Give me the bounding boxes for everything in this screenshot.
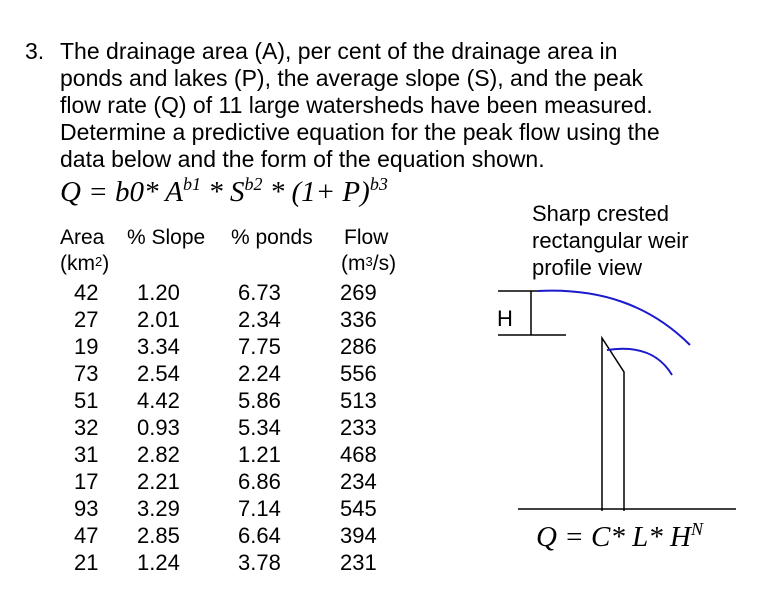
cell-area: 27 [74, 307, 99, 332]
problem-line-4: Determine a predictive equation for the peak flow using the [60, 119, 660, 145]
cell-area: 17 [74, 469, 99, 494]
cell-slope: 2.54 [137, 361, 180, 386]
cell-area: 51 [74, 388, 99, 413]
cell-flow: 513 [340, 388, 377, 413]
cell-ponds: 2.24 [238, 361, 281, 386]
header-flow: Flow [344, 226, 389, 249]
cell-flow: 234 [340, 469, 377, 494]
cell-ponds: 6.73 [238, 280, 281, 305]
cell-slope: 2.01 [137, 307, 180, 332]
weir-equation: Q = C* L* $H^N$ [536, 519, 703, 553]
cell-area: 93 [74, 496, 99, 521]
cell-flow: 269 [340, 280, 377, 305]
cell-flow: 545 [340, 496, 377, 521]
cell-flow: 394 [340, 523, 377, 548]
cell-ponds: 5.86 [238, 388, 281, 413]
weir-title-line: Sharp crested [532, 201, 669, 226]
problem-line-5: data below and the form of the equation shown. [60, 146, 545, 172]
cell-slope: 1.20 [137, 280, 180, 305]
weir-title-line: rectangular weir [532, 228, 689, 253]
cell-slope: 0.93 [137, 415, 180, 440]
header-ponds: % ponds [231, 226, 313, 249]
head-label: H [497, 306, 513, 331]
cell-ponds: 2.34 [238, 307, 281, 332]
cell-area: 42 [74, 280, 99, 305]
cell-slope: 4.42 [137, 388, 180, 413]
cell-slope: 2.21 [137, 469, 180, 494]
header-area: Area [60, 226, 105, 249]
problem-number: 3. [25, 38, 45, 64]
problem-line-2: ponds and lakes (P), the average slope (S), and the peak [60, 65, 644, 91]
cell-flow: 336 [340, 307, 377, 332]
cell-flow: 468 [340, 442, 377, 467]
cell-slope: 3.29 [137, 496, 180, 521]
cell-ponds: 3.78 [238, 550, 281, 575]
peak-flow-equation: Q = b0* $A^{b1} * S^{b2} * (1+ P)^{b3}$ [60, 174, 388, 208]
cell-slope: 2.85 [137, 523, 180, 548]
upper-nappe [538, 291, 690, 345]
cell-slope: 2.82 [137, 442, 180, 467]
weir-title-line: profile view [532, 255, 643, 280]
problem-line-1: The drainage area (A), per cent of the drainage area in [60, 38, 618, 64]
weir-plate [602, 338, 624, 511]
cell-ponds: 7.14 [238, 496, 281, 521]
cell-ponds: 5.34 [238, 415, 281, 440]
cell-slope: 1.24 [137, 550, 180, 575]
cell-area: 32 [74, 415, 99, 440]
header-flow-unit: $(m^3/s)$ [341, 252, 397, 275]
cell-area: 21 [74, 550, 99, 575]
cell-ponds: 7.75 [238, 334, 281, 359]
cell-ponds: 1.21 [238, 442, 281, 467]
cell-area: 19 [74, 334, 99, 359]
cell-ponds: 6.86 [238, 469, 281, 494]
cell-area: 73 [74, 361, 99, 386]
cell-slope: 3.34 [137, 334, 180, 359]
header-slope: % Slope [127, 226, 206, 249]
cell-area: 47 [74, 523, 99, 548]
problem-line-3: flow rate (Q) of 11 large watersheds have been measured. [60, 92, 653, 118]
cell-flow: 233 [340, 415, 377, 440]
cell-flow: 231 [340, 550, 377, 575]
cell-area: 31 [74, 442, 99, 467]
cell-ponds: 6.64 [238, 523, 281, 548]
cell-flow: 286 [340, 334, 377, 359]
cell-flow: 556 [340, 361, 377, 386]
header-area-unit: $(km^2)$ [60, 252, 110, 275]
